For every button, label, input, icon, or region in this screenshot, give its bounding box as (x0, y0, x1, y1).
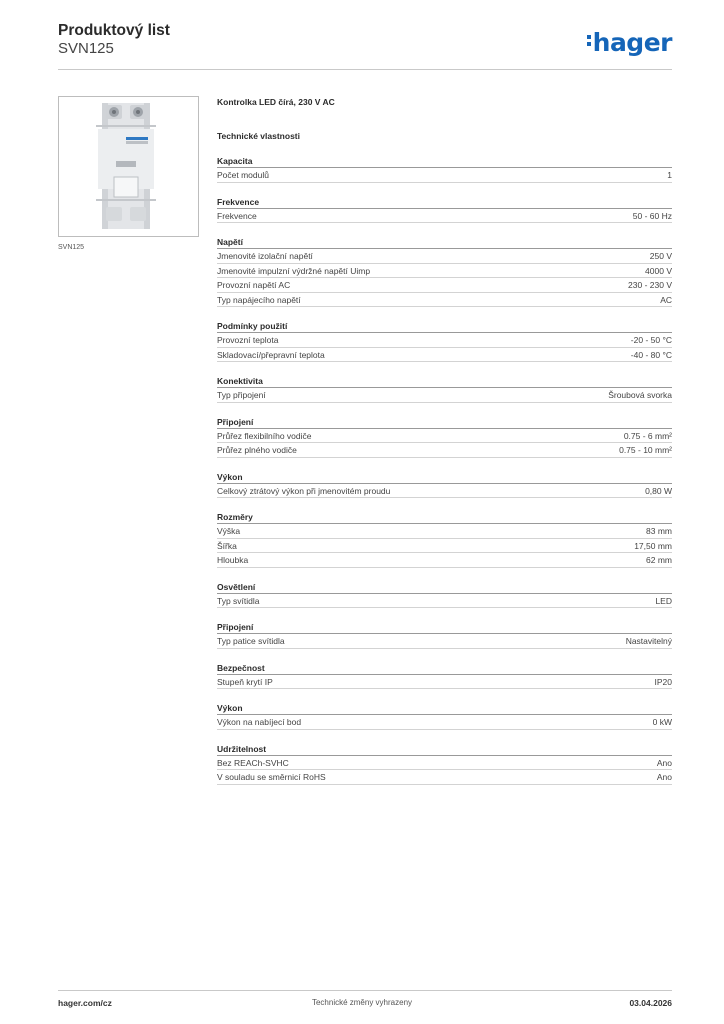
spec-row (217, 539, 672, 554)
spec-label: Výška (217, 526, 241, 536)
section-title: Frekvence (217, 196, 672, 209)
spec-value: 17,50 mm (634, 540, 672, 551)
spec-label: Provozní teplota (217, 335, 279, 345)
image-caption: SVN125 (58, 244, 85, 251)
spec-value: LED (655, 595, 672, 606)
spec-value: 0.75 - 6 mm² (623, 430, 672, 441)
logo-dots-icon (587, 32, 592, 49)
spec-label: Skladovací/přepravní teplota (217, 349, 325, 360)
spec-section (217, 196, 672, 224)
spec-value: Ano (656, 757, 672, 768)
spec-section (217, 621, 672, 649)
product-description: Kontrolka LED čírá, 230 V AC (217, 97, 335, 107)
section-title: Připojení (217, 621, 672, 634)
spec-label: V souladu se směrnicí RoHS (217, 772, 326, 782)
spec-row (217, 594, 672, 609)
spec-label: Jmenovité impulzní výdržné napětí Uimp (217, 265, 371, 276)
spec-section (217, 581, 672, 609)
brand-logo[interactable] (587, 28, 672, 57)
spec-value: -40 - 80 °C (630, 349, 672, 360)
section-title: Podmínky použití (217, 320, 672, 333)
section-title: Udržitelnost (217, 743, 672, 756)
spec-section (217, 320, 672, 362)
section-title: Bezpečnost (217, 662, 672, 675)
spec-value: 0.75 - 10 mm² (619, 445, 672, 455)
spec-label: Typ připojení (217, 390, 266, 400)
footer-divider (58, 990, 672, 991)
modular-led-indicator-icon (96, 103, 156, 229)
spec-label: Hloubka (217, 555, 249, 565)
spec-label: Průřez flexibilního vodiče (217, 430, 312, 441)
logo-text: hager (592, 28, 672, 57)
spec-section (217, 236, 672, 307)
tech-heading: Technické vlastnosti (217, 131, 300, 141)
spec-label: Jmenovité izolační napětí (217, 251, 313, 261)
section-title: Napětí (217, 236, 672, 249)
spec-label: Průřez plného vodiče (217, 445, 297, 455)
spec-value: 1 (667, 170, 672, 180)
spec-label: Provozní napětí AC (217, 280, 291, 290)
section-title: Osvětlení (217, 581, 672, 594)
spec-section (217, 471, 672, 499)
spec-value: -20 - 50 °C (630, 335, 672, 345)
spec-section (217, 416, 672, 458)
spec-row (217, 293, 672, 308)
spec-row (217, 278, 672, 293)
spec-row (217, 388, 672, 403)
spec-section (217, 155, 672, 183)
spec-row (217, 168, 672, 183)
spec-label: Typ svítidla (217, 595, 260, 606)
spec-value: Šroubová svorka (608, 390, 672, 400)
spec-label: Bez REACh-SVHC (217, 757, 289, 768)
section-title: Výkon (217, 471, 672, 484)
spec-section (217, 662, 672, 690)
spec-sections (217, 155, 672, 785)
spec-row (217, 209, 672, 224)
spec-row (217, 348, 672, 363)
spec-section (217, 511, 672, 568)
spec-row (217, 333, 672, 348)
spec-value: IP20 (654, 676, 672, 687)
product-code: SVN125 (58, 40, 114, 57)
section-title: Konektivita (217, 375, 672, 388)
spec-value: 4000 V (645, 265, 672, 276)
spec-row (217, 756, 672, 771)
spec-row (217, 524, 672, 539)
spec-label: Typ patice svítidla (217, 636, 285, 646)
spec-label: Počet modulů (217, 170, 269, 180)
spec-label: Výkon na nabíjecí bod (217, 717, 302, 727)
spec-value: AC (660, 294, 672, 305)
section-title: Výkon (217, 702, 672, 715)
spec-row (217, 484, 672, 499)
spec-row (217, 429, 672, 444)
spec-value: Nastavitelný (625, 636, 672, 646)
spec-section (217, 702, 672, 730)
spec-value: 50 - 60 Hz (632, 210, 672, 221)
spec-row (217, 634, 672, 649)
spec-row (217, 770, 672, 785)
section-title: Rozměry (217, 511, 672, 524)
footer-disclaimer: Technické změny vyhrazeny (311, 998, 413, 1007)
section-title: Kapacita (217, 155, 672, 168)
footer-date: 03.04.2026 (629, 998, 672, 1008)
spec-label: Typ napájecího napětí (217, 294, 301, 305)
spec-value: 0,80 W (645, 485, 672, 496)
spec-row (217, 249, 672, 264)
spec-label: Stupeň krytí IP (217, 676, 273, 687)
spec-row (217, 264, 672, 279)
product-image (58, 96, 199, 237)
spec-label: Celkový ztrátový výkon při jmenovitém proudu (217, 485, 391, 496)
page-title: Produktový list (58, 22, 170, 39)
spec-row (217, 715, 672, 730)
spec-value: 0 kW (652, 717, 672, 727)
spec-row (217, 443, 672, 458)
spec-section (217, 743, 672, 785)
header-divider (58, 69, 672, 70)
spec-content (217, 96, 672, 785)
spec-section (217, 375, 672, 403)
spec-value: 83 mm (646, 526, 672, 536)
footer-website-link[interactable]: hager.com/cz (58, 998, 112, 1008)
spec-row (217, 675, 672, 690)
spec-label: Šířka (217, 540, 237, 551)
spec-value: 62 mm (646, 555, 672, 565)
spec-value: 250 V (649, 251, 672, 261)
spec-label: Frekvence (217, 210, 257, 221)
spec-value: 230 - 230 V (628, 280, 672, 290)
spec-value: Ano (656, 772, 672, 782)
spec-row (217, 553, 672, 568)
section-title: Připojení (217, 416, 672, 429)
